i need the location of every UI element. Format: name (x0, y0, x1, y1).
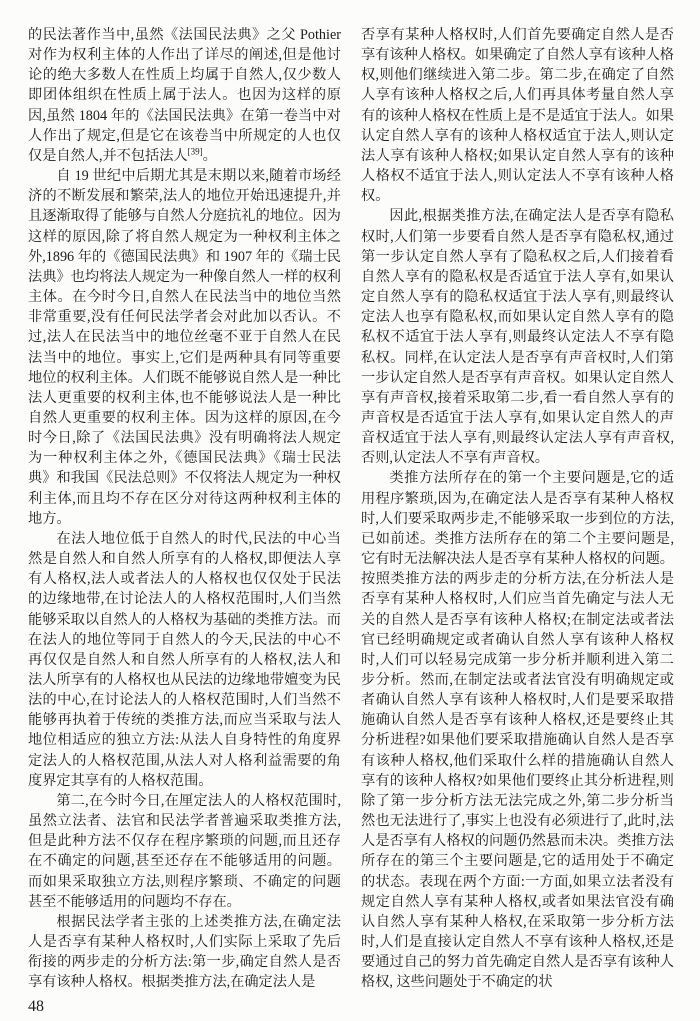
paragraph (361, 25, 674, 206)
footnote-ref: [39] (187, 146, 203, 157)
paragraph (361, 206, 674, 468)
paragraph-text: 因此,根据类推方法,在确定法人是否享有隐私权时,人们第一步要看自然人是否享有隐私权,通过第一步认定自然人享有了隐私权之后,人们接着看自然人享有的隐私权是否适宜于法人享有,如果认定自然人享有的隐私权适宜于法人享有,则最终认定法人也享有隐私权,而如果认定自然人享有的隐私权不适宜于法人享有,则最终认定法人不享有隐私权。同样,在认定法人是否享有声音权时,人们第一步认定自然人是否享有声音权。如果认定自然人享有声音权,接着采取第二步,看一看自然人享有的声音权是否适宜于法人享有,如果认定自然人的声音权适宜于法人享有,则最终认定法人享有声音权,否则,认定法人不享有声音权。 (361, 208, 674, 467)
paragraph-text: 第二,在今时今日,在厘定法人的人格权范围时,虽然立法者、法官和民法学者普遍采取类推方法,但是此种方法不仅存在程序繁琐的问题,而且还存在不确定的问题,甚至还存在不能够适用的问题。而如果采取独立方法,则程序繁琐、不确定的问题甚至不能够适用的问题均不存在。 (28, 792, 341, 910)
paragraph-text: 根据民法学者主张的上述类推方法,在确定法人是否享有某种人格权时,人们实际上采取了先后衔接的两步走的分析方法:第一步,确定自然人是否享有该种人格权。根据类推方法,在确定法人是 (28, 913, 341, 991)
paragraph (361, 468, 674, 992)
paragraph (28, 912, 341, 993)
paragraph-text: 类推方法所存在的第一个主要问题是,它的适用程序繁琐,因为,在确定法人是否享有某种人格权时,人们要采取两步走,不能够采取一步到位的方法,已如前述。类推方法所存在的第二个主要问题是,它有时无法解决法人是否享有某种人格权的问题。按照类推方法的两步走的分析方法,在分析法人是否享有某种人格权时,人们应当首先确定与法人无关的自然人是否享有该种人格权;在制定法或者法官已经明确规定或者确认自然人享有该种人格权时,人们可以轻易完成第一步分析并顺利进入第二步分析。然而,在制定法或者法官没有明确规定或者确认自然人享有该种人格权时,人们是要采取措施确认自然人是否享有该种人格权,还是要终止其分析进程?如果他们要采取措施确认自然人是否享有该种人格权,他们采取什么样的措施确认自然人享有的该种人格权?如果他们要终止其分析进程,则除了第一步分析方法无法完成之外,第二步分析当然也无法进行了,事实上也没有必须进行了,此时,法人是否享有人格权的问题仍然悬而未决。类推方法所存在的第三个主要问题是,它的适用处于不确定的状态。表现在两个方面:一方面,如果立法者没有规定自然人享有某种人格权,或者如果法官没有确认自然人享有某种人格权,在采取第一步分析方法时,人们是直接认定自然人不享有该种人格权,还是要通过自己的努力首先确定自然人是否享有该种人格权, 这些问题处于不确定的状 (361, 470, 674, 991)
paragraph (28, 529, 341, 791)
text-columns (28, 25, 674, 993)
paragraph (28, 25, 341, 166)
paragraph-text: 。 (202, 147, 217, 164)
paragraph-text: 的民法著作当中,虽然《法国民法典》之父 Pothier 对作为权利主体的人作出了详尽的阐述,但是他讨论的绝大多数人在性质上均属于自然人,仅少数人即团体组织在性质上属于法人。也因为这样的原因,虽然 1804 年的《法国民法典》在第一卷当中对人作出了规定,但是它在该卷当中所规定的人也仅仅是自然人,并不包括法人 (28, 27, 341, 164)
right-column (361, 25, 674, 993)
paragraph (28, 166, 341, 529)
paragraph (28, 791, 341, 912)
page-number: 48 (28, 997, 44, 1015)
paragraph-text: 否享有某种人格权时,人们首先要确定自然人是否享有该种人格权。如果确定了自然人享有该种人格权,则他们继续进入第二步。第二步,在确定了自然人享有该种人格权之后,人们再具体考量自然人享有的该种人格权在性质上是不是适宜于法人。如果认定自然人享有的该种人格权适宜于法人,则认定法人享有该种人格权;如果认定自然人享有的该种人格权不适宜于法人,则认定法人不享有该种人格权。 (361, 27, 674, 205)
paragraph-text: 自 19 世纪中后期尤其是末期以来,随着市场经济的不断发展和繁荣,法人的地位开始迅速提升,并且逐渐取得了能够与自然人分庭抗礼的地位。因为这样的原因,除了将自然人规定为一种权利主体之外,1896 年的《德国民法典》和 1907 年的《瑞士民法典》也均将法人规定为一种像自然人一样的权利主体。在今时今日,自然人在民法当中的地位当然非常重要,没有任何民法学者会对此加以否认。不过,法人在民法当中的地位丝毫不亚于自然人在民法当中的地位。事实上,它们是两种具有同等重要地位的权利主体。人们既不能够说自然人是一种比法人更重要的权利主体,也不能够说法人是一种比自然人更重要的权利主体。因为这样的原因,在今时今日,除了《法国民法典》没有明确将法人规定为一种权利主体之外,《德国民法典》《瑞士民法典》和我国《民法总则》不仅将法人规定为一种权利主体,而且均不存在区分对待这两种权利主体的地方。 (28, 168, 341, 527)
paragraph-text: 在法人地位低于自然人的时代,民法的中心当然是自然人和自然人所享有的人格权,即便法人享有人格权,法人或者法人的人格权也仅仅处于民法的边缘地带,在讨论法人的人格权范围时,人们当然能够采取以自然人的人格权为基础的类推方法。而在法人的地位等同于自然人的今天,民法的中心不再仅仅是自然人和自然人所享有的人格权,法人和法人所享有的人格权也从民法的边缘地带嬗变为民法的中心,在讨论法人的人格权范围时,人们当然不能够再执着于传统的类推方法,而应当采取与法人地位相适应的独立方法:从法人自身特性的角度界定法人的人格权范围,从法人对人格利益需要的角度界定其享有的人格权范围。 (28, 530, 341, 789)
left-column (28, 25, 341, 993)
